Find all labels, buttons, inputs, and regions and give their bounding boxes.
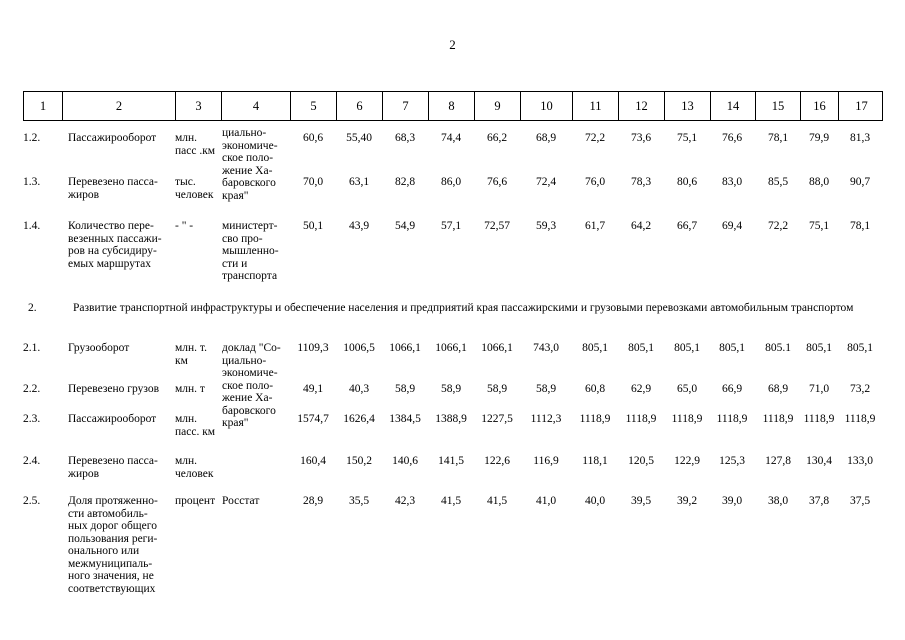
value-cell: 141,5 — [438, 455, 464, 467]
value-cell: 72,2 — [584, 132, 606, 144]
row-name: Перевезено грузов — [68, 383, 160, 395]
value-cell: 69,4 — [721, 220, 743, 232]
row-name: ров на субсидиру- — [68, 245, 157, 257]
source-text: мышленно- — [222, 245, 279, 257]
row-name: пользования реги- — [68, 532, 158, 545]
value-cell: 49,1 — [302, 383, 324, 395]
row-name: соответствующих — [68, 582, 156, 595]
row-name: ного значения, не — [68, 570, 154, 582]
row-name: жиров — [68, 188, 100, 201]
row-name: онального или — [68, 545, 140, 557]
value-cell: 122,9 — [674, 455, 700, 467]
row-number: 2.4. — [23, 455, 41, 467]
value-cell: 805,1 — [674, 342, 700, 354]
value-cell: 72,57 — [484, 220, 510, 232]
value-cell: 1118,9 — [579, 413, 611, 425]
value-cell: 63,1 — [348, 176, 370, 188]
value-cell: 79,9 — [808, 132, 830, 144]
value-cell: 62,9 — [630, 383, 652, 395]
source-text: циально- — [222, 127, 267, 139]
page-number: 2 — [449, 37, 456, 52]
value-cell: 43,9 — [348, 220, 370, 232]
value-cell: 1626,4 — [343, 413, 375, 425]
value-cell: 37,5 — [849, 495, 871, 507]
value-cell: 1118,9 — [844, 413, 876, 425]
value-cell: 90,7 — [849, 176, 871, 188]
value-cell: 78,1 — [849, 220, 871, 232]
value-cell: 1118,9 — [762, 413, 794, 425]
value-cell: 1388,9 — [435, 413, 467, 425]
value-cell: 805,1 — [847, 342, 873, 354]
source-text: доклад "Со- — [222, 342, 281, 354]
row-unit: млн. — [175, 132, 198, 144]
value-cell: 160,4 — [300, 455, 326, 467]
row-unit: пасс .км — [175, 144, 216, 157]
row-unit: км — [175, 354, 188, 367]
row-unit: млн. т. — [175, 342, 207, 354]
value-cell: 118,1 — [582, 455, 608, 467]
header-cell: 15 — [756, 92, 801, 120]
value-cell: 41,0 — [535, 495, 557, 507]
value-cell: 805.1 — [765, 342, 791, 354]
value-cell: 65,0 — [676, 383, 698, 395]
value-cell: 85,5 — [767, 176, 789, 188]
source-text: Росстат — [222, 495, 260, 507]
value-cell: 60,8 — [584, 383, 606, 395]
value-cell: 127,8 — [765, 455, 791, 467]
row-number: 1.4. — [23, 220, 41, 232]
value-cell: 78,1 — [767, 132, 789, 144]
value-cell: 125,3 — [719, 455, 745, 467]
row-unit: человек — [175, 467, 214, 480]
value-cell: 73,2 — [849, 383, 871, 395]
value-cell: 64,2 — [630, 220, 652, 232]
value-cell: 40,0 — [584, 495, 606, 507]
value-cell: 66,2 — [486, 132, 508, 144]
value-cell: 122,6 — [484, 455, 510, 467]
header-cell: 5 — [291, 92, 337, 120]
value-cell: 54,9 — [394, 220, 416, 232]
value-cell: 37,8 — [808, 495, 830, 507]
row-unit: процент — [175, 495, 216, 507]
value-cell: 80,6 — [676, 176, 698, 188]
source-text: экономиче- — [222, 139, 278, 152]
value-cell: 83,0 — [721, 176, 743, 188]
header-cell: 11 — [573, 92, 619, 120]
source-text: транспорта — [222, 270, 278, 282]
source-text: ское поло- — [222, 379, 274, 392]
value-cell: 66,9 — [721, 383, 743, 395]
row-unit: млн. — [175, 413, 198, 425]
value-cell: 58,9 — [535, 383, 557, 395]
value-cell: 50,1 — [302, 220, 324, 232]
value-cell: 60,6 — [302, 132, 324, 144]
row-name: ных дорог общего — [68, 520, 157, 532]
row-name: жиров — [68, 467, 100, 480]
value-cell: 75,1 — [676, 132, 698, 144]
value-cell: 42,3 — [394, 495, 416, 507]
value-cell: 150,2 — [346, 455, 372, 467]
value-cell: 38,0 — [767, 495, 789, 507]
value-cell: 1066,1 — [389, 342, 421, 354]
value-cell: 1112,3 — [530, 413, 562, 425]
header-cell: 12 — [619, 92, 665, 120]
value-cell: 66,7 — [676, 220, 698, 232]
row-number: 1.2. — [23, 132, 41, 144]
row-unit: - " - — [175, 220, 194, 232]
value-cell: 76,6 — [721, 132, 743, 144]
source-text: ское поло- — [222, 152, 274, 164]
value-cell: 116,9 — [533, 455, 559, 467]
value-cell: 58,9 — [440, 383, 462, 395]
source-text: экономиче- — [222, 367, 278, 379]
value-cell: 70,0 — [302, 176, 324, 188]
value-cell: 71,0 — [808, 383, 830, 395]
section-title: Развитие транспортной инфраструктуры и обеспечение населения и предприятий края пассажирскими и грузовыми перевозками автомобильным транспортом — [73, 302, 854, 314]
table-header — [23, 91, 883, 121]
header-cell: 16 — [801, 92, 839, 120]
source-text: баровского — [222, 177, 276, 189]
header-cell: 1 — [24, 92, 63, 120]
value-cell: 75,1 — [808, 220, 830, 232]
value-cell: 1118,9 — [625, 413, 657, 425]
value-cell: 81,3 — [849, 132, 871, 144]
header-cell: 3 — [176, 92, 222, 120]
value-cell: 35,5 — [348, 495, 370, 507]
source-text: края" — [222, 189, 249, 202]
value-cell: 1118,9 — [803, 413, 835, 425]
value-cell: 120,5 — [628, 455, 654, 467]
value-cell: 73,6 — [630, 132, 652, 144]
value-cell: 1066,1 — [435, 342, 467, 354]
value-cell: 82,8 — [394, 176, 416, 188]
row-number: 1.3. — [23, 176, 41, 188]
row-name: везенных пассажи- — [68, 232, 162, 245]
value-cell: 130,4 — [806, 455, 832, 467]
row-number: 2.1. — [23, 342, 41, 354]
row-number: 2.2. — [23, 383, 41, 395]
value-cell: 1227,5 — [481, 413, 513, 425]
value-cell: 59,3 — [535, 220, 557, 232]
value-cell: 805,1 — [806, 342, 832, 354]
value-cell: 61,7 — [584, 220, 606, 232]
row-name: Грузооборот — [68, 342, 130, 354]
row-name: Перевезено пасса- — [68, 455, 158, 467]
value-cell: 133,0 — [847, 455, 873, 467]
value-cell: 72,4 — [535, 176, 557, 188]
header-cell: 6 — [337, 92, 383, 120]
source-text: баровского — [222, 404, 276, 417]
header-cell: 4 — [222, 92, 291, 120]
row-unit: человек — [175, 188, 214, 201]
value-cell: 1118,9 — [671, 413, 703, 425]
header-cell: 13 — [665, 92, 711, 120]
header-cell: 8 — [429, 92, 475, 120]
header-cell: 14 — [711, 92, 756, 120]
row-unit: тыс. — [175, 176, 196, 188]
header-cell: 10 — [521, 92, 573, 120]
value-cell: 68,3 — [394, 132, 416, 144]
row-name: межмуниципаль- — [68, 557, 153, 570]
row-name: сти автомобиль- — [68, 507, 148, 520]
value-cell: 88,0 — [808, 176, 830, 188]
value-cell: 1384,5 — [389, 413, 421, 425]
row-name: Количество пере- — [68, 220, 154, 232]
source-text: жение Ха- — [222, 164, 273, 177]
value-cell: 76,6 — [486, 176, 508, 188]
value-cell: 805,1 — [719, 342, 745, 354]
value-cell: 78,3 — [630, 176, 652, 188]
header-cell: 2 — [63, 92, 176, 120]
value-cell: 743,0 — [533, 342, 559, 354]
value-cell: 58,9 — [394, 383, 416, 395]
row-number: 2.3. — [23, 413, 41, 425]
value-cell: 68,9 — [535, 132, 557, 144]
value-cell: 39,0 — [721, 495, 743, 507]
source-text: циально- — [222, 354, 267, 367]
source-text: сво про- — [222, 232, 263, 245]
value-cell: 76,0 — [584, 176, 606, 188]
row-name: емых маршрутах — [68, 257, 152, 270]
value-cell: 140,6 — [392, 455, 418, 467]
value-cell: 68,9 — [767, 383, 789, 395]
value-cell: 805,1 — [582, 342, 608, 354]
header-cell: 17 — [855, 99, 868, 113]
value-cell: 1109,3 — [297, 342, 329, 354]
source-text: жение Ха- — [222, 392, 273, 404]
value-cell: 39,2 — [676, 495, 698, 507]
row-name: Пассажирооборот — [68, 132, 157, 144]
row-unit: пасс. км — [175, 425, 216, 438]
row-name: Доля протяженно- — [68, 495, 158, 507]
value-cell: 72,2 — [767, 220, 789, 232]
value-cell: 58,9 — [486, 383, 508, 395]
header-cell: 7 — [383, 92, 429, 120]
value-cell: 57,1 — [440, 220, 462, 232]
value-cell: 86,0 — [440, 176, 462, 188]
value-cell: 1066,1 — [481, 342, 513, 354]
value-cell: 74,4 — [440, 132, 462, 144]
row-unit: млн. т — [175, 383, 205, 395]
value-cell: 28,9 — [302, 495, 324, 507]
value-cell: 1574,7 — [297, 413, 329, 425]
source-text: сти и — [222, 257, 248, 270]
row-number: 2.5. — [23, 495, 41, 507]
value-cell: 1006,5 — [343, 342, 375, 354]
row-name: Пассажирооборот — [68, 413, 157, 425]
value-cell: 41,5 — [440, 495, 462, 507]
value-cell: 1118,9 — [716, 413, 748, 425]
value-cell: 41,5 — [486, 495, 508, 507]
row-unit: млн. — [175, 455, 198, 467]
value-cell: 39,5 — [630, 495, 652, 507]
value-cell: 805,1 — [628, 342, 654, 354]
header-cell: 9 — [475, 92, 521, 120]
source-text: края" — [222, 417, 249, 429]
value-cell: 55,40 — [346, 132, 372, 144]
row-name: Перевезено пасса- — [68, 176, 158, 188]
source-text: министерт- — [222, 220, 278, 232]
section-number: 2. — [28, 302, 37, 314]
value-cell: 40,3 — [348, 383, 370, 395]
